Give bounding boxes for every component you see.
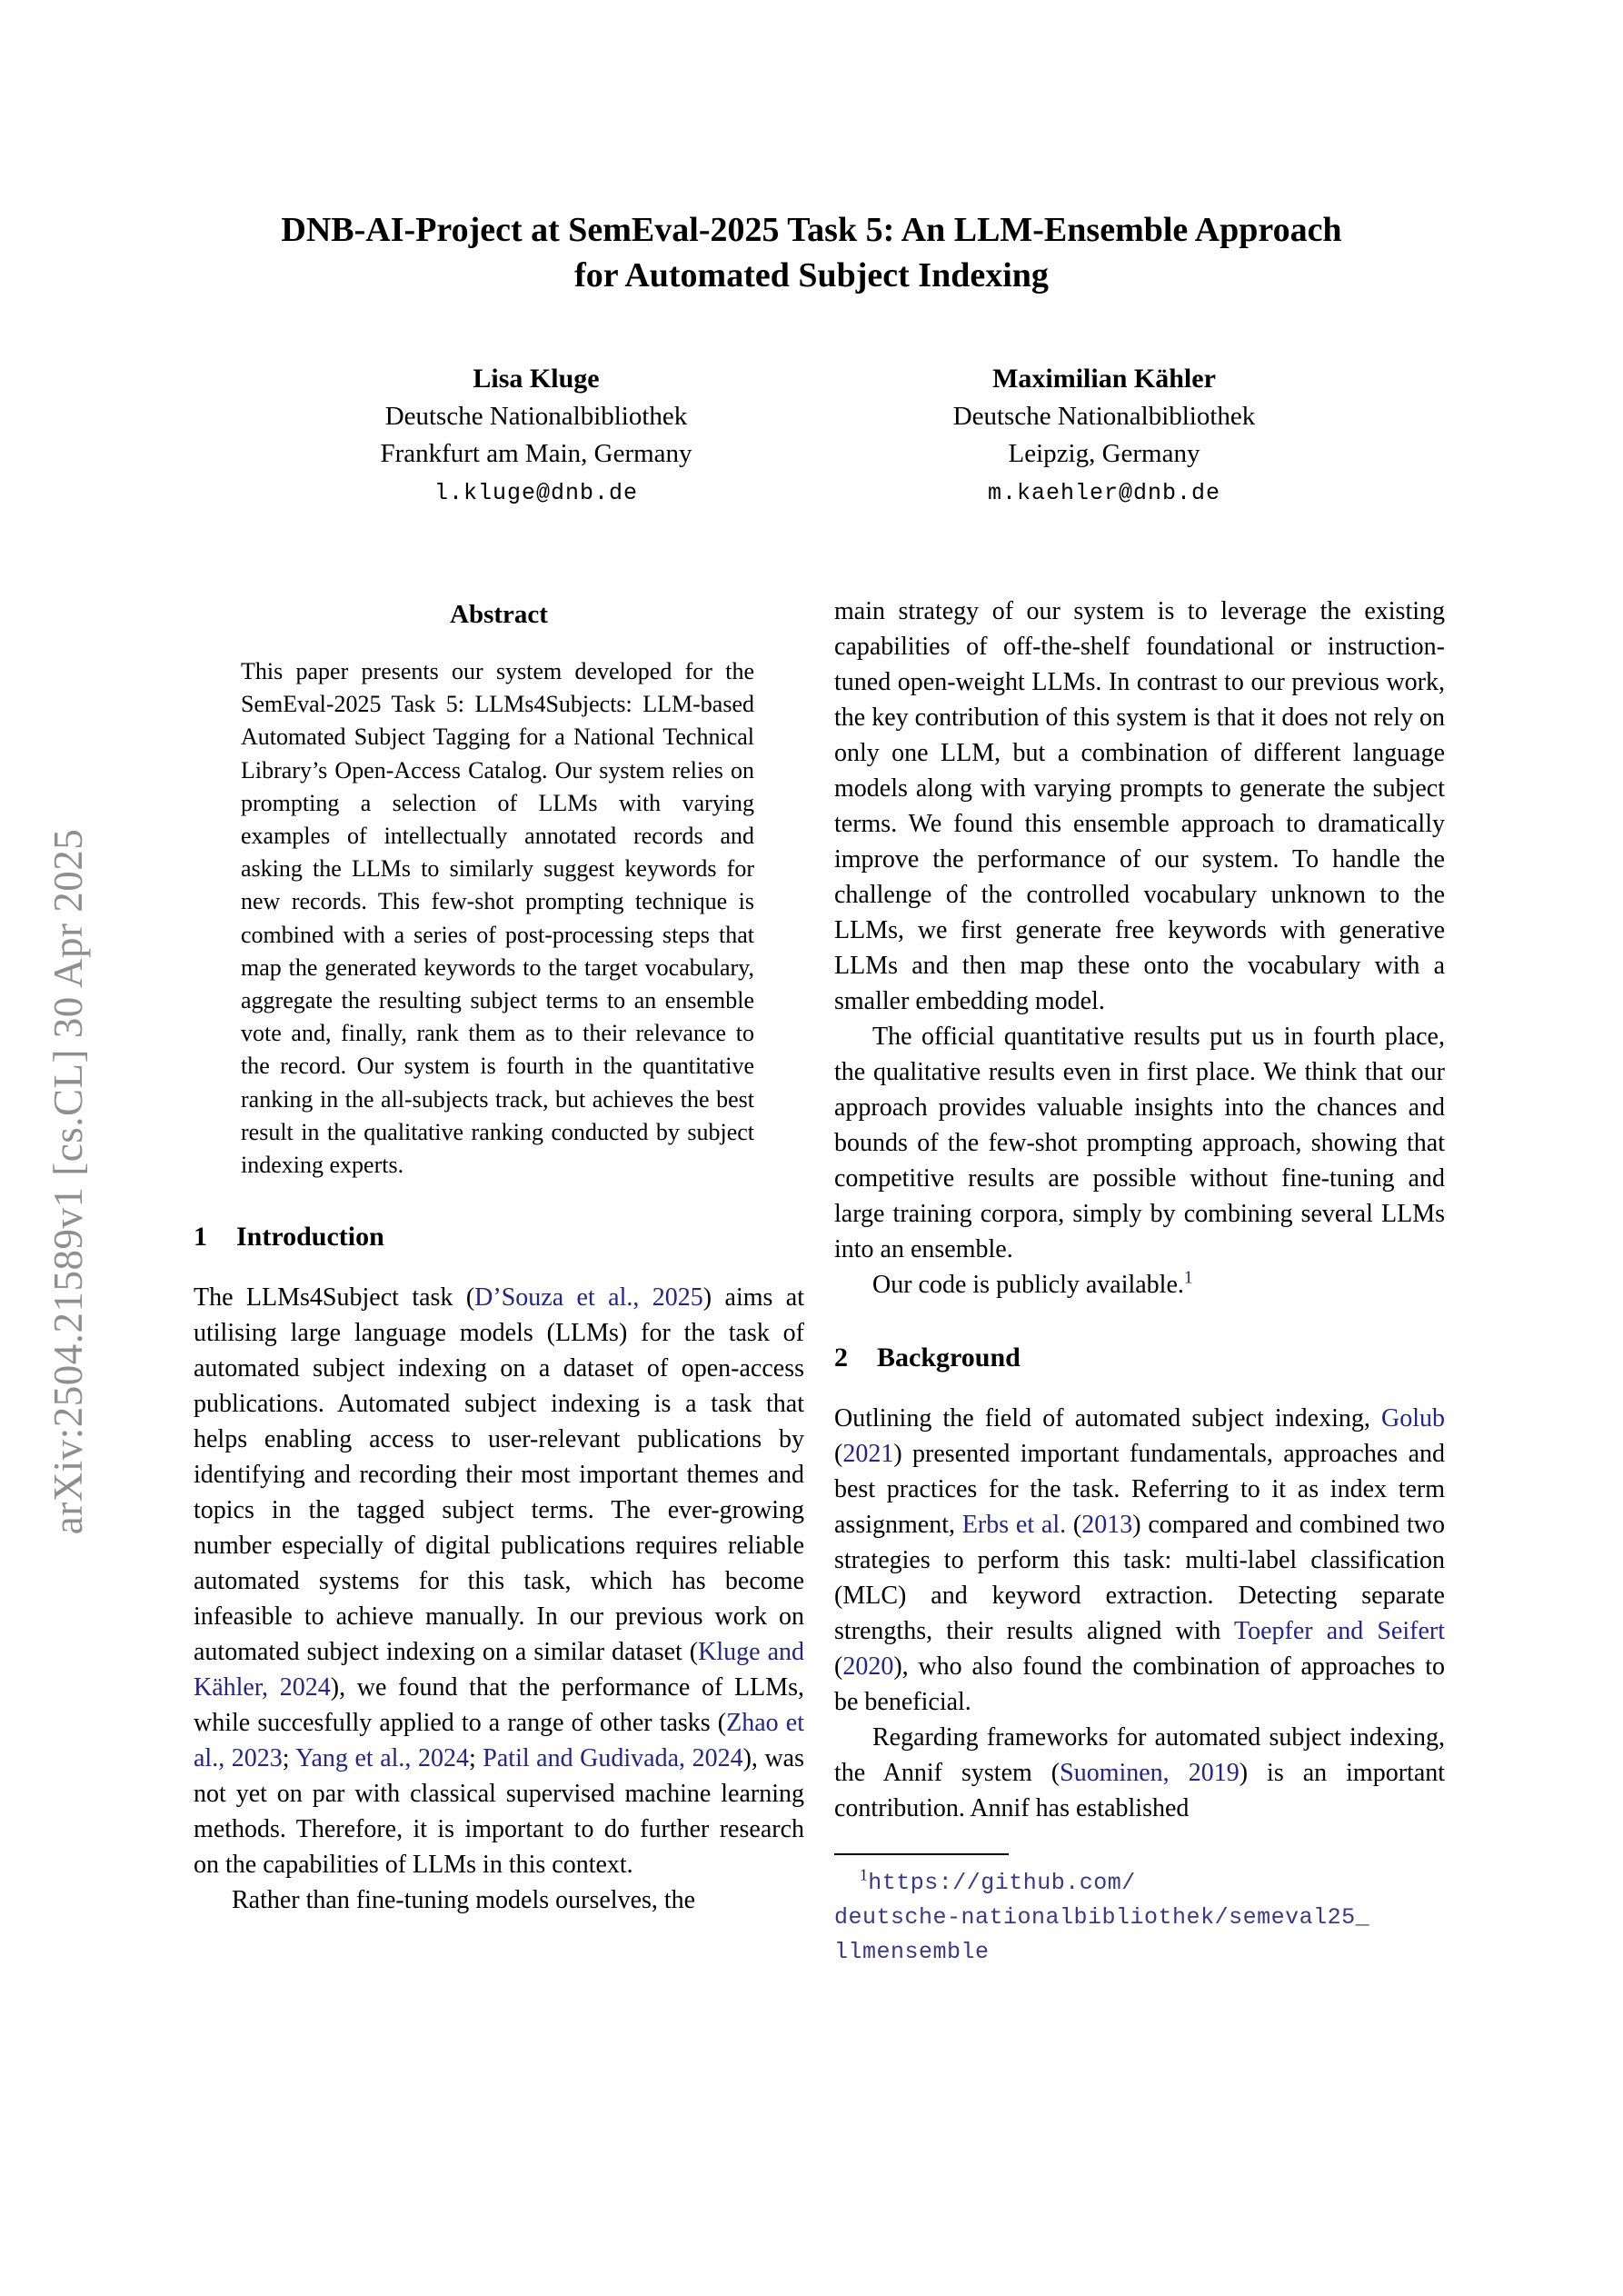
citation-link[interactable]: D’Souza et al., 2025 [474, 1283, 703, 1313]
text-run: ) compared and combined two strategies to perform this task: multi-label classification (MLC) and keyword extraction. Detecting separate strengths, their results aligned with [834, 1511, 1445, 1645]
text-run: The LLMs4Subject task ( [194, 1283, 475, 1313]
citation-link[interactable]: Patil and Gudivada, 2024 [483, 1744, 743, 1773]
footnote-rule [834, 1853, 1009, 1855]
left-column [194, 600, 804, 1918]
text-run: ; [468, 1744, 483, 1773]
section-title: Background [877, 1343, 1021, 1373]
author-block-2 [786, 360, 1422, 514]
author-location: Frankfurt am Main, Germany [380, 439, 692, 468]
arxiv-watermark: arXiv:2504.21589v1 [cs.CL] 30 Apr 2025 [45, 828, 91, 1535]
paragraph [194, 1280, 804, 1882]
citation-link[interactable]: 1 [1183, 1268, 1193, 1288]
text-run: ), who also found the combination of approaches to be beneficial. [834, 1652, 1445, 1716]
author-location: Leipzig, Germany [1008, 439, 1200, 468]
citation-link[interactable]: Golub [1381, 1404, 1445, 1433]
right-column [834, 594, 1445, 1970]
section-title: Introduction [236, 1222, 384, 1253]
citation-link[interactable]: Yang et al., 2024 [295, 1744, 469, 1773]
text-run: The official quantitative results put us in fourth place, the qualitative results even in first place. We think that our approach provides valuable insights into the chances and bounds of the few-shot prompting approach, showing that competitive results are possible without fine-tuning and large training corpora, simply by combining several LLMs into an ensemble. [834, 1023, 1445, 1263]
footnote [834, 1853, 1445, 1970]
citation-link[interactable]: Kluge and Kähler, 2024 [194, 1638, 804, 1702]
section-number: 2 [834, 1343, 848, 1373]
text-run: ( [834, 1652, 843, 1681]
paper-title-line1: DNB-AI-Project at SemEval-2025 Task 5: An LLM-Ensemble Approach [281, 211, 1342, 249]
paper-title [0, 207, 1623, 298]
author-name: Maximilian Kähler [992, 364, 1216, 394]
paragraph [834, 1401, 1445, 1720]
text-run: Regarding frameworks for automated subject indexing, the Annif system ( [834, 1723, 1445, 1787]
paragraph [834, 594, 1445, 1019]
text-run: ) is an important contribution. Annif has established [834, 1759, 1446, 1822]
author-affiliation: Deutsche Nationalbibliothek [952, 402, 1256, 431]
text-run: Rather than fine-tuning models ourselves, the [232, 1886, 696, 1915]
citation-link[interactable]: Zhao et al., 2023 [194, 1709, 804, 1773]
text-run: Our code is publicly available. [872, 1271, 1184, 1299]
author-affiliation: Deutsche Nationalbibliothek [384, 402, 688, 431]
paragraph [834, 1720, 1445, 1826]
section-heading-introduction [194, 1222, 804, 1253]
citation-link[interactable]: Toepfer and Seifert [1233, 1617, 1445, 1645]
paper-title-line2: for Automated Subject Indexing [574, 256, 1049, 294]
text-run: ), we found that the performance of LLMs, while succesfully applied to a range of other tasks ( [194, 1673, 804, 1738]
paragraph [834, 1019, 1445, 1267]
text-run: ; [282, 1744, 296, 1773]
author-block-1 [218, 360, 854, 514]
text-run: ) aims at utilising large language models (LLMs) for the task of automated subject indexing on a dataset of open-access publications. Automated subject indexing is a task that helps enabling access to user-relevant publications by identifying and recording their most important themes and topics in the tagged subject terms. The ever-growing number especially of digital publications requires reliable automated systems for this task, which has become infeasible to achieve manually. In our previous work on automated subject indexing on a similar dataset ( [194, 1283, 805, 1667]
citation-link[interactable]: Erbs et al. [961, 1511, 1067, 1539]
text-run: ( [1066, 1511, 1082, 1539]
author-name: Lisa Kluge [473, 364, 600, 394]
text-run: main strategy of our system is to leverage the existing capabilities of off-the-shelf foundational or instruction-tuned open-weight LLMs. In contrast to our previous work, the key contribution of this system is that it does not rely on only one LLM, but a combination of different language models along with varying prompts to generate the subject terms. We found this ensemble approach to dramatically improve the performance of our system. To handle the challenge of the controlled vocabulary unknown to the LLMs, we first generate free keywords with generative LLMs and then map these onto the vocabulary with a smaller embedding model. [834, 597, 1445, 1015]
abstract-text: This paper presents our system developed for the SemEval-2025 Task 5: LLMs4Subjects: LLM-based Automated Subject Tagging for a National Technical Library’s Open-Access Catalog. Our system relies on prompting a selection of LLMs with varying examples of intellectually annotated records and asking the LLMs to similarly suggest keywords for new records. This few-shot prompting technique is combined with a series of post-processing steps that map the generated keywords to the target vocabulary, aggregate the resulting subject terms to an ensemble vote and, finally, rank them as to their relevance to the record. Our system is fourth in the quantitative ranking in the all-subjects track, but achieves the best result in the qualitative ranking conducted by subject indexing experts. [241, 658, 754, 1179]
abstract-heading: Abstract [450, 600, 548, 629]
footnote-url[interactable]: https://github.com/ [868, 1870, 1136, 1896]
citation-link[interactable]: 2021 [842, 1440, 894, 1468]
text-run: ) presented important fundamentals, approaches and best practices for the task. Referring to it as index term assignment, [834, 1440, 1445, 1539]
paragraph [194, 1882, 804, 1918]
section-number: 1 [194, 1222, 207, 1253]
text-run: Outlining the field of automated subject indexing, [834, 1404, 1381, 1433]
citation-link[interactable]: Suominen, 2019 [1060, 1759, 1240, 1787]
footnote-marker: 1 [860, 1865, 869, 1884]
paragraph [834, 1267, 1445, 1303]
text-run: ( [834, 1440, 843, 1468]
section-heading-background [834, 1343, 1445, 1373]
citation-link[interactable]: 2020 [842, 1652, 894, 1681]
author-email[interactable]: l.kluge@dnb.de [433, 480, 639, 506]
footnote-url-line[interactable] [834, 1866, 1445, 1901]
footnote-url-line[interactable]: deutsche-nationalbibliothek/semeval25_ [834, 1904, 1370, 1931]
citation-link[interactable]: 2013 [1081, 1511, 1133, 1539]
text-run: ), was not yet on par with classical supervised machine learning methods. Therefore, it is important to do further research on the capabilities of LLMs in this context. [194, 1744, 804, 1880]
author-email[interactable]: m.kaehler@dnb.de [987, 480, 1221, 506]
footnote-url-line[interactable]: llmensemble [834, 1939, 990, 1965]
